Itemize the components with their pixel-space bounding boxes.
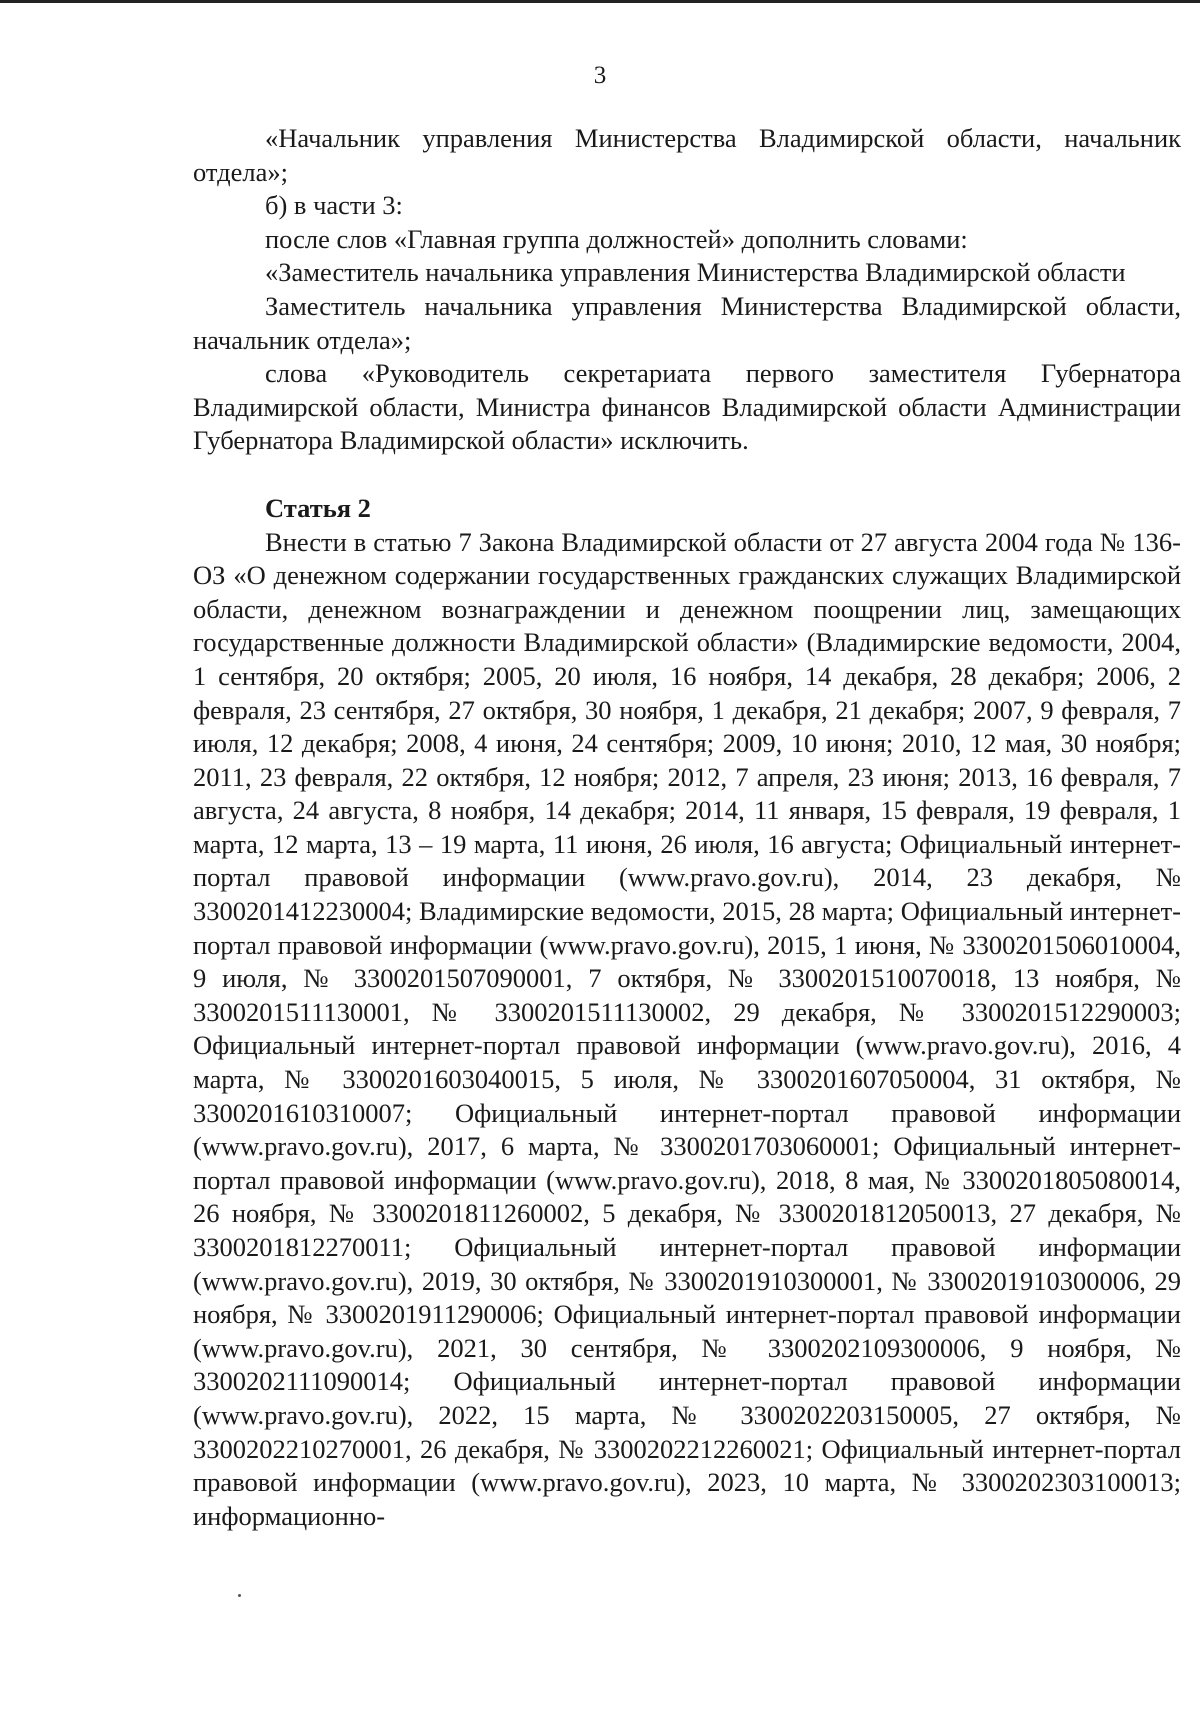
scan-speck — [238, 1594, 241, 1597]
paragraph: б) в части 3: — [265, 190, 403, 221]
article-text: Внести в статью 7 Закона Владимирской области от 27 августа 2004 года № 136-ОЗ «О денежном содержании государственных гражданских служащих Владимирской области, денежном вознаграждении и денежном поощрении лиц, замещающих государственные должности Владимирской области» (Владимирские ведомости, 2004, 1 сентября, 20 октября; 2005, 20 июля, 16 ноября, 14 декабря, 28 декабря; 2006, 2 февраля, 23 сентября, 27 октября, 30 ноября, 1 декабря, 21 декабря; 2007, 9 февраля, 7 июля, 12 декабря; 2008, 4 июня, 24 сентября; 2009, 10 июня; 2010, 12 мая, 30 ноября; 2011, 23 февраля, 22 октября, 12 ноября; 2012, 7 апреля, 23 июня; 2013, 16 февраля, 7 августа, 24 августа, 8 ноября, 14 декабря; 2014, 11 января, 15 февраля, 19 февраля, 1 марта, 12 марта, 13 – 19 марта, 11 июня, 26 июля, 16 августа; Официальный интернет-портал правовой информации (www.pravo.gov.ru), 2014, 23 декабря, № 3300201412230004; Владимирские ведомости, 2015, 28 марта; Официальный интернет-портал правовой информации (www.pravo.gov.ru), 2015, 1 июня, № 3300201506010004, 9 июля, № 3300201507090001, 7 октября, № 3300201510070018, 13 ноября, № 3300201511130001, № 3300201511130002, 29 декабря, № 3300201512290003; Официальный интернет-портал правовой информации (www.pravo.gov.ru), 2016, 4 марта, № 3300201603040015, 5 июля, № 3300201607050004, 31 октября, № 3300201610310007; Официальный интернет-портал правовой информации (www.pravo.gov.ru), 2017, 6 марта, № 3300201703060001; Официальный интернет-портал правовой информации (www.pravo.gov.ru), 2018, 8 мая, № 3300201805080014, 26 ноября, № 3300201811260002, 5 декабря, № 3300201812050013, 27 декабря, № 3300201812270011; Официальный интернет-портал правовой информации (www.pravo.gov.ru), 2019, 30 октября, № 3300201910300001, № 3300201910300006, 29 ноября, № 3300201911290006; Официальный интернет-портал правовой информации (www.pravo.gov.ru), 2021, 30 сентября, № 3300202109300006, 9 ноября, № 3300202111090014; Официальный интернет-портал правовой информации (www.pravo.gov.ru), 2022, 15 марта, № 3300202203150005, 27 октября, № 3300202210270001, 26 декабря, № 3300202212260021; Официальный интернет-портал правовой информации (www.pravo.gov.ru), 2023, 10 марта, № 3300202303100013; информационно- — [193, 526, 1181, 1531]
paragraph: «Заместитель начальника управления Министерства Владимирской области — [265, 257, 1126, 288]
document-body — [193, 122, 1181, 1533]
section-gap — [193, 458, 1181, 492]
page-number: 3 — [593, 62, 607, 89]
paragraph: слова «Руководитель секретариата первого заместителя Губернатора Владимирской области, Министра финансов Владимирской области Администрации Губернатора Владимирской области» исключить. — [193, 358, 1181, 456]
paragraph: после слов «Главная группа должностей» дополнить словами: — [265, 223, 968, 254]
paragraph: Заместитель начальника управления Министерства Владимирской области, начальник отдела»; — [193, 290, 1181, 355]
paragraph: «Начальник управления Министерства Владимирской области, начальник отдела»; — [193, 123, 1181, 187]
scan-top-edge — [0, 0, 1200, 3]
article-title: Статья 2 — [265, 492, 371, 523]
